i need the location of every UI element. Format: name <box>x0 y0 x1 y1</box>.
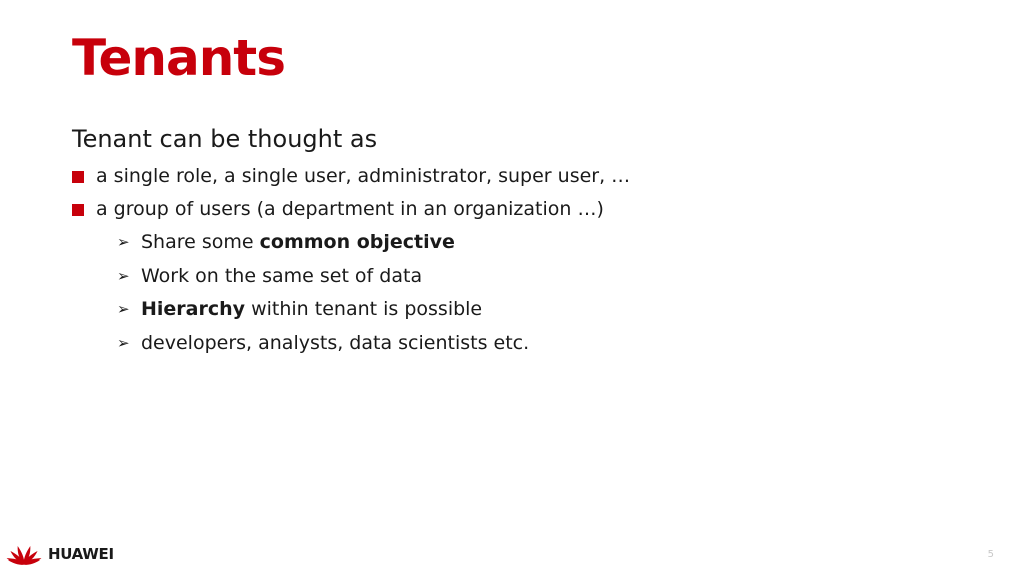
sub-bullet-text: Share some <box>141 231 260 253</box>
slide-title: Tenants <box>72 29 285 87</box>
bullet-text: a single role, a single user, administrator, super user, … <box>96 165 631 187</box>
sub-bullet-text: Work on the same set of data <box>141 264 423 287</box>
bullet-item <box>72 193 972 226</box>
huawei-petals-logo-icon <box>6 541 42 567</box>
arrow-bullet-icon: ➢ <box>117 333 130 352</box>
arrow-bullet-icon: ➢ <box>117 300 130 318</box>
sub-bullet-emphasis: common objective <box>259 231 455 253</box>
sub-bullet-item <box>72 226 972 260</box>
slide-body <box>72 120 972 360</box>
sub-bullet-text: within tenant is possible <box>245 298 483 320</box>
sub-bullet-emphasis: Hierarchy <box>141 298 246 320</box>
square-bullet-icon <box>72 204 84 216</box>
bullet-item <box>72 160 972 193</box>
intro-text: Tenant can be thought as <box>72 125 378 153</box>
sub-bullet-item <box>72 327 972 361</box>
bullet-text: a group of users (a department in an organization …) <box>96 198 604 220</box>
logo-text: HUAWEI <box>48 545 114 563</box>
page-number: 5 <box>987 549 994 560</box>
square-bullet-icon <box>72 171 84 183</box>
sub-bullet-item <box>72 293 972 327</box>
sub-bullet-text: developers, analysts, data scientists etc. <box>141 331 530 354</box>
arrow-bullet-icon: ➢ <box>117 233 130 251</box>
arrow-bullet-icon: ➢ <box>117 266 130 285</box>
sub-bullet-item <box>72 260 972 294</box>
huawei-logo <box>6 540 114 568</box>
